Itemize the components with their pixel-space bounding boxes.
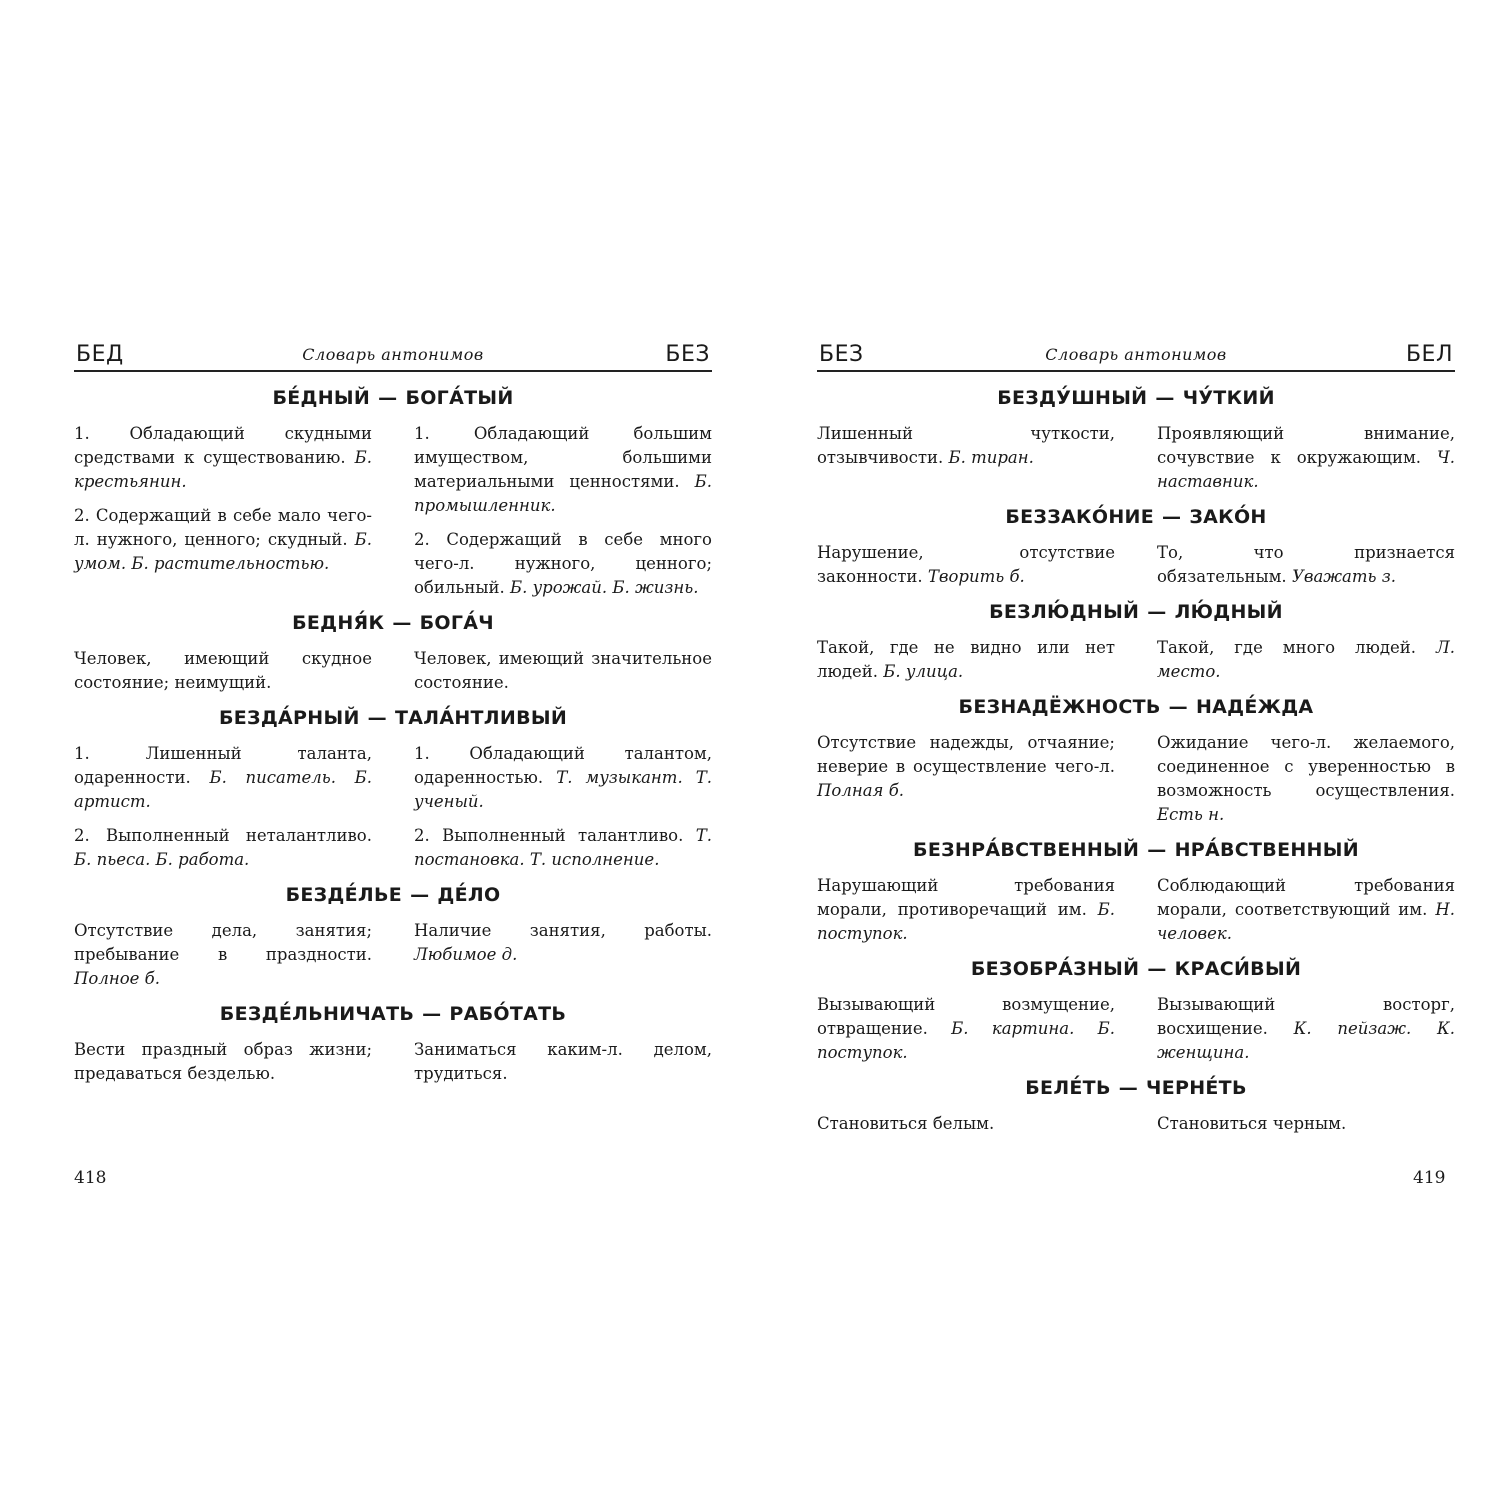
definition-column-headword xyxy=(817,993,1115,1065)
definition-column-antonym xyxy=(1157,1112,1455,1136)
definition-sense xyxy=(74,824,372,872)
antonym: ТАЛА́НТЛИВЫЙ xyxy=(394,707,568,729)
definition-sense xyxy=(817,1112,1115,1136)
antonym-pair-heading xyxy=(74,707,712,729)
definition-column-headword xyxy=(817,731,1115,827)
usage-example: К. пейзаж. К. женщина. xyxy=(1157,1019,1456,1062)
dash-separator: — xyxy=(378,387,398,409)
definition-column-antonym xyxy=(414,1038,712,1086)
entry xyxy=(74,884,712,991)
usage-example: Полное б. xyxy=(74,969,160,988)
definition-text: 2. Выполненный неталантливо. xyxy=(74,826,372,845)
definition-sense xyxy=(1157,874,1455,946)
headword: БЕЗДУ́ШНЫЙ xyxy=(997,387,1148,409)
dash-separator: — xyxy=(1147,958,1167,980)
dash-separator: — xyxy=(1118,1077,1139,1099)
entry xyxy=(74,387,712,600)
definition-column-headword xyxy=(74,647,372,695)
definition-sense xyxy=(74,422,372,494)
definition-text: 1. Лишенный таланта, одаренности. xyxy=(74,744,372,787)
definition-sense xyxy=(414,422,712,518)
definition-column-headword xyxy=(817,636,1115,684)
definition-column-antonym xyxy=(414,742,712,872)
dash-separator: — xyxy=(410,884,430,906)
headword: БЕ́ДНЫЙ xyxy=(272,387,371,409)
antonym-pair-heading xyxy=(74,884,712,906)
definition-text: Вызывающий восторг, восхищение. xyxy=(1157,995,1455,1038)
right-page xyxy=(817,336,1455,1148)
antonym-pair-heading xyxy=(817,601,1455,623)
definition-sense xyxy=(1157,636,1455,684)
definition-column-antonym xyxy=(1157,731,1455,827)
definition-text: 2. Содержащий в себе много чего-л. нужного, ценного; обильный. xyxy=(414,530,712,597)
definition-text: Проявляющий внимание, сочувствие к окружающим. xyxy=(1157,424,1455,467)
antonym-pair-heading xyxy=(74,387,712,409)
definition-sense xyxy=(817,993,1115,1065)
entry xyxy=(817,958,1455,1065)
running-head xyxy=(74,336,712,372)
definition-sense xyxy=(414,919,712,967)
definition-sense xyxy=(817,874,1115,946)
definition-sense xyxy=(817,422,1115,470)
entries-list xyxy=(74,387,712,1086)
usage-example: Уважать з. xyxy=(1291,567,1397,586)
antonym-pair-heading xyxy=(74,612,712,634)
usage-example: Б. писатель. Б. артист. xyxy=(74,768,372,811)
usage-example: Т. постановка. Т. исполнение. xyxy=(414,826,712,869)
definition-column-antonym xyxy=(414,647,712,695)
definition-sense xyxy=(1157,422,1455,494)
definition-sense xyxy=(1157,1112,1455,1136)
definition-column-headword xyxy=(817,1112,1115,1136)
usage-example: Л. место. xyxy=(1157,638,1455,681)
definition-column-antonym xyxy=(1157,874,1455,946)
definition-sense xyxy=(74,647,372,695)
antonym: ЗАКО́Н xyxy=(1189,506,1267,528)
usage-example: Б. крестьянин. xyxy=(74,448,373,491)
page-number: 419 xyxy=(1413,1168,1446,1188)
entries-list xyxy=(817,387,1455,1136)
usage-example: Б. умом. Б. растительностью. xyxy=(74,530,372,573)
entry xyxy=(817,387,1455,494)
headword: БЕЛЕ́ТЬ xyxy=(1025,1077,1111,1099)
definition-text: Становиться черным. xyxy=(1157,1114,1347,1133)
dash-separator: — xyxy=(1162,506,1182,528)
entry xyxy=(74,612,712,695)
dash-separator: — xyxy=(1147,839,1167,861)
headword: БЕЗДА́РНЫЙ xyxy=(218,707,360,729)
usage-example: Б. промышленник. xyxy=(414,472,713,515)
headword: БЕДНЯ́К xyxy=(292,612,385,634)
antonym: БОГА́ТЫЙ xyxy=(405,387,514,409)
definition-column-headword xyxy=(74,1038,372,1086)
definition-sense xyxy=(74,919,372,991)
definition-column-antonym xyxy=(1157,993,1455,1065)
dash-separator: — xyxy=(422,1003,442,1025)
definition-sense xyxy=(817,541,1115,589)
definition-sense xyxy=(414,742,712,814)
definition-text: Заниматься каким-л. делом, трудиться. xyxy=(414,1040,712,1083)
dictionary-title: Словарь антонимов xyxy=(302,345,484,364)
headword: БЕЗЗАКО́НИЕ xyxy=(1005,506,1155,528)
definition-text: Становиться белым. xyxy=(817,1114,995,1133)
usage-example: Б. пьеса. Б. работа. xyxy=(74,850,250,869)
definition-text: 1. Обладающий скудными средствами к существованию. xyxy=(74,424,372,467)
dash-separator: — xyxy=(1168,696,1188,718)
antonym: ДЕ́ЛО xyxy=(437,884,501,906)
definition-text: Такой, где не видно или нет людей. xyxy=(817,638,1115,681)
headword: БЕЗОБРА́ЗНЫЙ xyxy=(970,958,1140,980)
definition-column-headword xyxy=(817,422,1115,494)
headword: БЕЗДЕ́ЛЬНИЧАТЬ xyxy=(219,1003,415,1025)
entry xyxy=(74,707,712,872)
definition-sense xyxy=(74,504,372,576)
definition-text: 1. Обладающий талантом, одаренностью. xyxy=(414,744,712,787)
definition-sense xyxy=(414,528,712,600)
left-page xyxy=(74,336,712,1098)
definition-sense xyxy=(74,1038,372,1086)
definition-text: Такой, где много людей. xyxy=(1157,638,1417,657)
antonym-pair-heading xyxy=(817,839,1455,861)
antonym-pair-heading xyxy=(74,1003,712,1025)
definition-column-antonym xyxy=(1157,636,1455,684)
definition-text: Отсутствие дела, занятия; пребывание в праздности. xyxy=(74,921,372,964)
headword: БЕЗЛЮ́ДНЫЙ xyxy=(989,601,1140,623)
definition-text: Нарушение, отсутствие законности. xyxy=(817,543,1115,586)
headword: БЕЗНАДЁЖНОСТЬ xyxy=(958,696,1161,718)
definition-sense xyxy=(1157,731,1455,827)
running-head xyxy=(817,336,1455,372)
usage-example: Б. улица. xyxy=(883,662,964,681)
usage-example: Б. тиран. xyxy=(948,448,1034,467)
usage-example: Полная б. xyxy=(817,781,905,800)
usage-example: Б. урожай. Б. жизнь. xyxy=(509,578,699,597)
antonym: КРАСИ́ВЫЙ xyxy=(1174,958,1302,980)
definition-text: Соблюдающий требования морали, соответствующий им. xyxy=(1157,876,1455,919)
antonym: ЧЕРНЕ́ТЬ xyxy=(1146,1077,1247,1099)
definition-text: Нарушающий требования морали, противоречащий им. xyxy=(817,876,1115,919)
definition-column-headword xyxy=(74,422,372,600)
definition-text: Лишенный чуткости, отзывчивости. xyxy=(817,424,1115,467)
definition-column-headword xyxy=(817,874,1115,946)
antonym: ЛЮ́ДНЫЙ xyxy=(1174,601,1283,623)
usage-example: Творить б. xyxy=(927,567,1025,586)
definition-column-antonym xyxy=(1157,422,1455,494)
antonym-pair-heading xyxy=(817,958,1455,980)
antonym: НАДЕ́ЖДА xyxy=(1195,696,1314,718)
definition-text: 2. Выполненный талантливо. xyxy=(414,826,684,845)
entry xyxy=(817,1077,1455,1136)
usage-example: Любимое д. xyxy=(414,945,518,964)
dash-separator: — xyxy=(367,707,387,729)
page-number: 418 xyxy=(74,1168,107,1188)
usage-example: Б. картина. Б. поступок. xyxy=(817,1019,1115,1062)
dash-separator: — xyxy=(1155,387,1175,409)
definition-text: То, что признается обязательным. xyxy=(1157,543,1455,586)
guide-word-right: БЕЗ xyxy=(665,342,710,367)
definition-text: Человек, имеющий скудное состояние; неимущий. xyxy=(74,649,372,692)
antonym-pair-heading xyxy=(817,506,1455,528)
definition-text: Ожидание чего-л. желаемого, соединенное с уверенностью в возможность осуществления. xyxy=(1157,733,1455,800)
definition-sense xyxy=(1157,993,1455,1065)
definition-sense xyxy=(414,824,712,872)
antonym-pair-heading xyxy=(817,387,1455,409)
definition-text: Отсутствие надежды, отчаяние; неверие в осуществление чего-л. xyxy=(817,733,1115,776)
antonym: ЧУ́ТКИЙ xyxy=(1182,387,1275,409)
usage-example: Н. человек. xyxy=(1157,900,1455,943)
usage-example: Т. музыкант. Т. ученый. xyxy=(414,768,712,811)
definition-sense xyxy=(817,636,1115,684)
guide-word-left: БЕЗ xyxy=(819,342,864,367)
definition-text: Наличие занятия, работы. xyxy=(414,921,712,940)
headword: БЕЗДЕ́ЛЬЕ xyxy=(285,884,403,906)
definition-text: Вести праздный образ жизни; предаваться безделью. xyxy=(74,1040,372,1083)
antonym: НРА́ВСТВЕННЫЙ xyxy=(1174,839,1359,861)
definition-sense xyxy=(74,742,372,814)
usage-example: Ч. наставник. xyxy=(1157,448,1456,491)
definition-text: Человек, имеющий значительное состояние. xyxy=(414,649,712,692)
dash-separator: — xyxy=(1147,601,1167,623)
antonym-pair-heading xyxy=(817,1077,1455,1099)
guide-word-left: БЕД xyxy=(76,342,124,367)
definition-column-headword xyxy=(74,919,372,991)
definition-column-headword xyxy=(817,541,1115,589)
definition-sense xyxy=(414,1038,712,1086)
antonym: РАБО́ТАТЬ xyxy=(449,1003,567,1025)
dash-separator: — xyxy=(392,612,412,634)
definition-sense xyxy=(1157,541,1455,589)
definition-sense xyxy=(817,731,1115,803)
usage-example: Б. поступок. xyxy=(817,900,1115,943)
antonym: БОГА́Ч xyxy=(419,612,494,634)
entry xyxy=(817,601,1455,684)
definition-column-headword xyxy=(74,742,372,872)
entry xyxy=(74,1003,712,1086)
definition-column-antonym xyxy=(414,919,712,991)
entry xyxy=(817,696,1455,827)
dictionary-title: Словарь антонимов xyxy=(1045,345,1227,364)
antonym-pair-heading xyxy=(817,696,1455,718)
definition-text: 2. Содержащий в себе мало чего-л. нужного, ценного; скудный. xyxy=(74,506,372,549)
headword: БЕЗНРА́ВСТВЕННЫЙ xyxy=(913,839,1140,861)
guide-word-right: БЕЛ xyxy=(1405,342,1453,367)
definition-text: 1. Обладающий большим имуществом, большими материальными ценностями. xyxy=(414,424,712,491)
definition-text: Вызывающий возмущение, отвращение. xyxy=(817,995,1115,1038)
definition-sense xyxy=(414,647,712,695)
entry xyxy=(817,839,1455,946)
usage-example: Есть н. xyxy=(1157,805,1225,824)
definition-column-antonym xyxy=(1157,541,1455,589)
definition-column-antonym xyxy=(414,422,712,600)
entry xyxy=(817,506,1455,589)
